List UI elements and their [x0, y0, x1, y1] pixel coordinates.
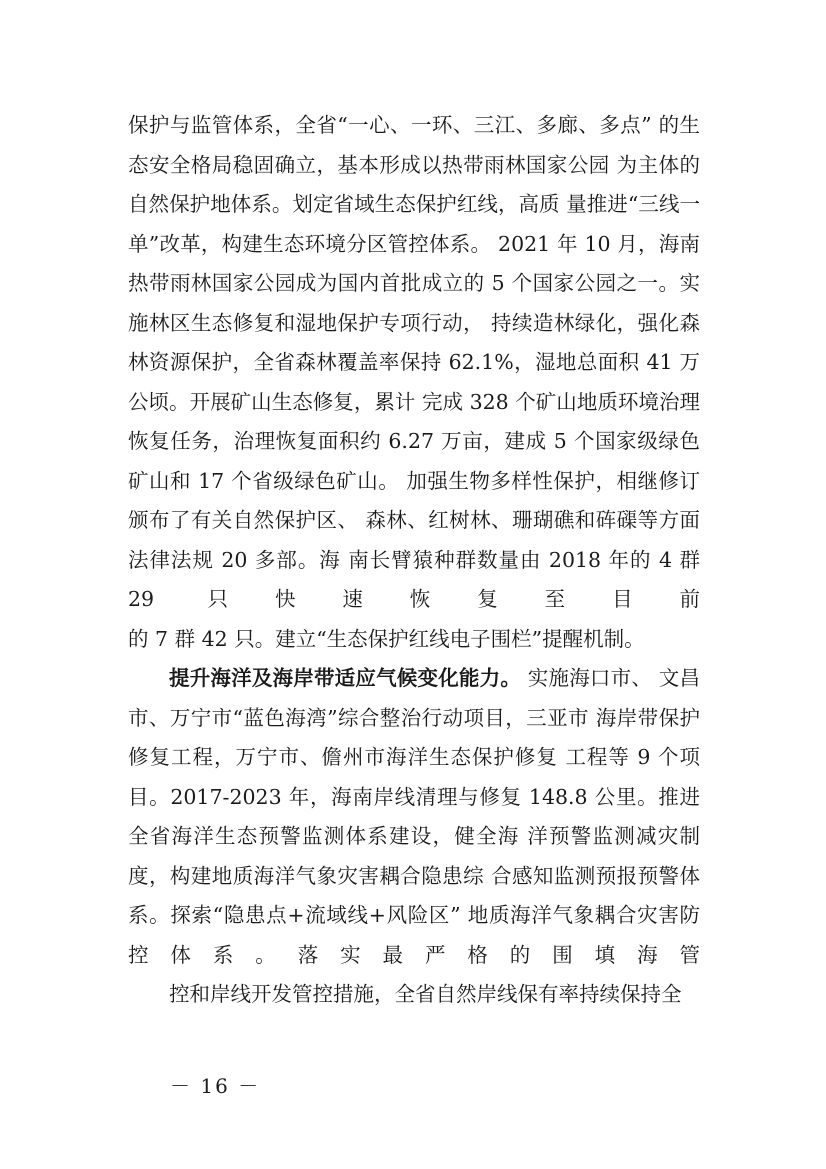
paragraph-lead-heading: 提升海洋及海岸带适应气候变化能力。	[169, 666, 522, 690]
paragraph-ecology-protection	[128, 106, 700, 659]
text-line: 工程等 9 个项目。2017-2023 年，海南岸线清理与修复	[128, 745, 700, 809]
body-text	[128, 106, 700, 1015]
text-line: 洋预警监测减灾制度，构建地质海洋气象灾害耦合隐患综	[128, 824, 700, 888]
text-line: 148.8 公里。推进全省海洋生态预警监测体系建设，健全海	[128, 784, 700, 848]
text-line: 海岸带保护修复工程，万宁市、儋州市海洋生态保护修复	[128, 705, 700, 769]
text-line: 实施海口市、	[527, 666, 653, 690]
text-line: 完成 328 个矿山地质环境治理恢复任务，治理恢复面积约	[128, 389, 700, 453]
text-line: 加强生物多样性保护，相继修订颁布了有关自然保护区、	[128, 468, 700, 532]
text-line: 5 个国家公园之一。实施林区生态修复和湿地保护专项行动，	[128, 271, 700, 335]
text-line: 62.1%，湿地总面积 41 万公顷。开展矿山生态修复，累计	[128, 350, 700, 414]
page-number: － 16 －	[170, 1074, 261, 1098]
text-line: 2021 年 10 月，海南热带雨林国家公园成为国内首批成立的	[128, 231, 700, 295]
text-line: 量推进“三线一单”改革，构建生态环境分区管控体系。	[128, 192, 701, 256]
text-line: 文昌市、万宁市“蓝色海湾”综合整治行动项目，三亚市	[128, 666, 701, 730]
text-line: 控和岸线开发管控措施，全省自然岸线保有率持续保持全	[169, 982, 682, 1006]
text-line: 6.27 万亩，建成 5 个国家级绿色矿山和 17 个省级绿色矿山。	[128, 429, 700, 493]
text-line: 的生态安全格局稳固确立，基本形成以热带雨林国家公园	[128, 113, 700, 177]
text-line: 森林、红树林、珊瑚礁和砗磲等方面法律法规 20 多部。海	[128, 508, 701, 572]
text-line: 合感知监测预报预警体系。探索“隐患点+流域线+风险区”	[128, 863, 701, 927]
text-line: 南长臂猿种群数量由 2018 年的 4 群 29 只快速恢复至目前	[128, 547, 700, 611]
text-line: 的 7 群 42 只。建立“生态保护红线电子围栏”提醒机制。	[128, 626, 645, 651]
text-line: 为主体的自然保护地体系。划定省域生态保护红线，高质	[128, 152, 701, 216]
paragraph-coastal-adaptation	[128, 659, 700, 1015]
text-line: 保护与监管体系，全省“一心、一环、三江、多廊、多点”	[128, 113, 652, 137]
text-line: 持续造林绿化，强化森林资源保护，全省森林覆盖率保持	[128, 310, 701, 374]
text-line: 地质海洋气象耦合灾害防控体系。落实最严格的围填海管	[128, 903, 700, 967]
